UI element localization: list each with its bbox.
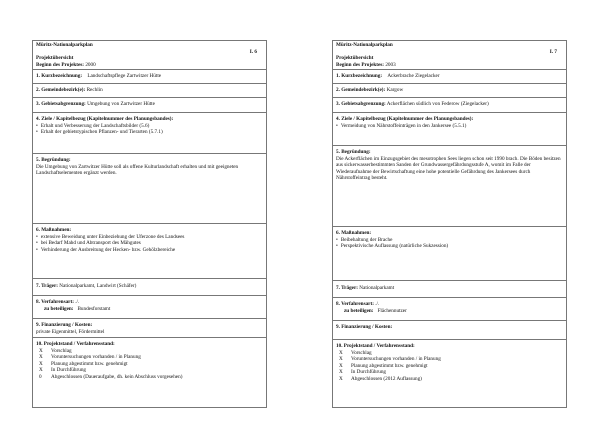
status-mark: X	[39, 367, 43, 374]
status-row	[36, 374, 263, 381]
section-4-label: 4. Ziele / Kapitelbezug (Kapitelnummer des Planungsbandes):	[336, 116, 474, 122]
status-text: Voruntersuchungen vorhanden / in Planung	[351, 356, 441, 363]
section-6	[333, 227, 566, 281]
status-row	[36, 348, 263, 355]
start-value: 2000	[85, 61, 96, 68]
list-item: • Vermeidung von Nährstoffeinträgen in den Jankersee (5.5.1)	[336, 123, 563, 130]
section-3-value: Ackerflächen südlich von Federow (Ziegelacker)	[386, 101, 489, 107]
section-7	[333, 281, 566, 298]
section-8-sub-label: zu beteiligen:	[344, 307, 374, 314]
section-8-sub-value: Flächennutzer	[377, 307, 407, 314]
start-label: Beginn des Projektes:	[36, 61, 85, 68]
section-2	[33, 84, 266, 98]
section-4	[33, 113, 266, 154]
section-8	[333, 298, 566, 321]
status-mark: X	[339, 375, 343, 382]
section-4	[333, 113, 566, 146]
start-value: 2003	[385, 61, 396, 68]
status-row	[336, 369, 563, 376]
status-mark: X	[339, 349, 343, 356]
list-item: • extensive Beweidung unter Einbeziehung der Uferzone des Landsees	[36, 234, 263, 241]
section-1-label: 1. Kurzbezeichnung:	[336, 73, 383, 79]
section-7-value: Nationalparkamt, Landwirt (Schäfer)	[59, 283, 137, 289]
page-number: I. 6	[249, 48, 257, 55]
status-row	[336, 356, 563, 363]
section-5-label: 5. Begründung:	[36, 157, 71, 163]
status-mark: X	[339, 356, 343, 363]
plan-title: Müritz-Nationalparkplan	[336, 42, 393, 48]
section-10-label: 10. Projektstand / Verfahrensstand:	[336, 343, 415, 349]
status-text: In Durchführung	[51, 367, 87, 374]
section-7	[33, 279, 266, 296]
section-1-value: Ackerbrache Ziegelacker	[387, 73, 440, 79]
sheet-header	[33, 41, 266, 70]
section-9-value: private Eigenmittel, Fördermittel	[36, 328, 105, 335]
section-9	[333, 321, 566, 340]
section-6-label: 6. Maßnahmen:	[336, 230, 372, 236]
section-5-text: Die Umgebung von Zartwitzer Hütte soll als offene Kulturlandschaft erhalten und mit geeigneten Landschaftselementen ergänzt werden.	[36, 163, 239, 177]
section-1	[333, 70, 566, 84]
status-text: Vorschlag	[51, 347, 72, 354]
section-4-label: 4. Ziele / Kapitelbezug (Kapitelnummer des Planungsbandes):	[36, 116, 174, 122]
section-8-sub-label: zu beteiligen:	[44, 305, 74, 312]
section-8-value: ./.	[375, 301, 380, 307]
page-number: I. 7	[549, 48, 557, 55]
section-3-value: Umgebung von Zartwitzer Hütte	[87, 101, 155, 107]
section-8-label: 8. Verfahrensart:	[336, 301, 374, 307]
list-item: • Erhalt und Verbesserung der Landschaftsbilder (5.6)	[36, 123, 263, 130]
section-2-label: 2. Gemeindebezirk(e):	[36, 87, 86, 93]
status-mark: 0	[39, 373, 42, 380]
section-8-label: 8. Verfahrensart:	[36, 299, 74, 305]
section-9-label: 9. Finanzierung / Kosten:	[36, 322, 93, 328]
section-6	[33, 224, 266, 279]
section-3-label: 3. Gebietsabgrenzung:	[36, 101, 86, 107]
section-6-label: 6. Maßnahmen:	[36, 227, 72, 233]
status-row	[36, 367, 263, 374]
status-mark: X	[39, 347, 43, 354]
section-3	[33, 98, 266, 113]
section-5-label: 5. Begründung:	[336, 149, 371, 155]
section-1-value: Landschaftspflege Zartwitzer Hütte	[87, 73, 162, 79]
status-row	[336, 350, 563, 357]
section-10-label: 10. Projektstand / Verfahrensstand:	[36, 341, 115, 347]
status-mark: X	[339, 362, 343, 369]
list-item: • Erhalt der gebietstypischen Pflanzen- und Tierarten (5.7.1)	[36, 129, 263, 136]
status-text: Voruntersuchungen vorhanden / in Planung	[51, 354, 141, 361]
status-row	[36, 354, 263, 361]
project-sheet-left	[32, 40, 267, 408]
list-item: • Verhinderung der Ausbreitung der Hecken- bzw. Gehölzbereiche	[36, 247, 263, 254]
section-2-label: 2. Gemeindebezirk(e):	[336, 87, 386, 93]
status-text: Planung abgestimmt bzw. genehmigt	[351, 362, 428, 369]
section-5-text: Die Ackerflächen im Einzugsgebiet des mesotrophen Sees liegen schon seit 1990 brach. Die Böden besitzen aus sickerwasserbestimmten Sanden der Grundwassergefährdungsstufe A, womit im Falle der Wiederaufnahme der Bewirtschaftung eine hohe potentielle Gefährdung des Jankersees durch Nährstoffeintrag besteht.	[336, 155, 561, 182]
section-5	[33, 154, 266, 224]
plan-title: Müritz-Nationalparkplan	[36, 42, 93, 48]
section-9	[33, 319, 266, 338]
status-text: Vorschlag	[351, 349, 372, 356]
list-item: • bei Bedarf Mahd und Abtransport des Mähgutes	[36, 240, 263, 247]
status-row	[336, 376, 563, 383]
project-sheet-right	[332, 40, 567, 408]
section-3-label: 3. Gebietsabgrenzung:	[336, 101, 386, 107]
start-label: Beginn des Projektes:	[336, 61, 385, 68]
section-8-value: ./.	[75, 299, 80, 305]
section-2-value: Rechlin	[86, 87, 103, 93]
status-mark: X	[339, 369, 343, 376]
sheet-subtitle: Projektübersicht	[336, 55, 374, 62]
status-text: In Durchführung	[351, 369, 387, 376]
status-mark: X	[39, 360, 43, 367]
section-7-value: Nationalparkamt	[359, 285, 395, 291]
section-10	[33, 338, 266, 382]
section-8-sub-value: Bundesforstamt	[77, 305, 111, 312]
section-7-label: 7. Träger:	[36, 283, 58, 289]
section-10	[333, 340, 566, 384]
list-item: • Beibehaltung der Brache	[336, 237, 563, 244]
sheet-subtitle: Projektübersicht	[36, 55, 74, 62]
status-text: Planung abgestimmt bzw. genehmigt	[51, 360, 128, 367]
status-mark: X	[39, 354, 43, 361]
status-text: Abgeschlossen (2012 Auflassung)	[351, 375, 422, 382]
section-5	[333, 146, 566, 227]
status-text: Abgeschlossen (Daueraufgabe, dh. kein Abschluss vorgesehen)	[51, 373, 183, 380]
section-7-label: 7. Träger:	[336, 285, 358, 291]
section-2	[333, 84, 566, 98]
section-8	[33, 296, 266, 319]
section-2-value: Kargow	[386, 87, 404, 93]
sheet-header	[333, 41, 566, 70]
list-item: • Perspektivische Auflassung (natürliche Sukzession)	[336, 243, 563, 250]
section-3	[333, 98, 566, 113]
section-1-label: 1. Kurzbezeichnung:	[36, 73, 83, 79]
section-1	[33, 70, 266, 84]
section-9-label: 9. Finanzierung / Kosten:	[336, 324, 393, 330]
